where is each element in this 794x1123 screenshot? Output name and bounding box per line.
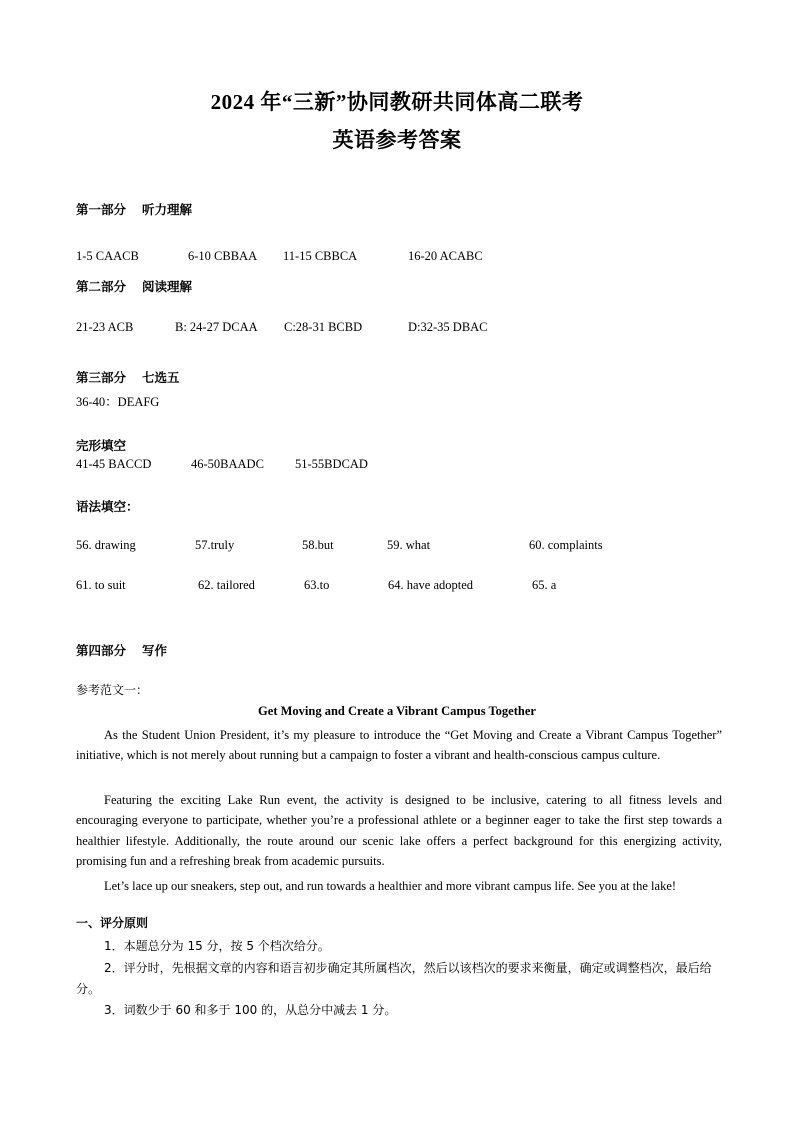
cloze-answer-3: 51-55BDCAD — [295, 457, 368, 471]
part4-heading — [76, 641, 167, 659]
part2-heading-name: 阅读理解 — [142, 279, 193, 294]
part2-heading-number: 第二部分 — [76, 279, 127, 294]
grammar-answer-59: 59. what — [387, 538, 431, 552]
part3-heading — [76, 368, 180, 386]
grading-item-2: 2．评分时，先根据文章的内容和语言初步确定其所属档次，然后以该档次的要求来衡量，确定或调整档次，最后给分。 — [76, 961, 712, 996]
grammar-answer-62: 62. tailored — [198, 578, 255, 592]
part2-answer-2: B: 24-27 DCAA — [175, 320, 258, 334]
grammar-answer-63: 63.to — [304, 578, 330, 592]
part4-heading-name: 写作 — [142, 643, 168, 658]
page-subtitle: 英语参考答案 — [332, 128, 462, 152]
part2-heading — [76, 277, 192, 295]
part3-heading-number: 第三部分 — [76, 370, 127, 385]
part1-heading-number: 第一部分 — [76, 202, 127, 217]
essay-paragraph-1: As the Student Union President, it’s my pleasure to introduce the “Get Moving and Create a Vibrant Campus Together” initiative, which is not merely about running but a campaign to foster a vibrant and health-conscious campus culture. — [76, 728, 722, 763]
part2-answer-3: C:28-31 BCBD — [284, 320, 363, 334]
part1-answer-3: 11-15 CBBCA — [283, 249, 358, 263]
grading-item-3: 3．词数少于 60 和多于 100 的，从总分中减去 1 分。 — [104, 1003, 397, 1017]
essay-paragraph-2: Featuring the exciting Lake Run event, the activity is designed to be inclusive, catering to all fitness levels and encouraging everyone to participate, whether you’re a professional athlete or a beginner eager to take the first step towards a healthier lifestyle. Additionally, the route around our scenic lake offers a perfect background for this energizing activity, promising fun and a refreshing break from academic pursuits. — [76, 793, 722, 868]
grading-item-1: 1．本题总分为 15 分，按 5 个档次给分。 — [104, 939, 330, 953]
part2-answer-1: 21-23 ACB — [76, 320, 134, 334]
sample-essay-label: 参考范文一： — [76, 683, 149, 697]
grammar-answer-60: 60. complaints — [529, 538, 603, 552]
essay-title: Get Moving and Create a Vibrant Campus Together — [258, 704, 536, 718]
grading-heading: 一、评分原则 — [76, 916, 149, 930]
part1-answer-1: 1-5 CAACB — [76, 249, 139, 263]
part1-answer-2: 6-10 CBBAA — [188, 249, 258, 263]
grammar-heading: 语法填空： — [76, 499, 139, 514]
part1-heading — [76, 200, 192, 218]
part2-answer-4: D:32-35 DBAC — [408, 320, 488, 334]
part3-answer: 36-40：DEAFG — [76, 395, 160, 409]
cloze-answer-2: 46-50BAADC — [191, 457, 264, 471]
grammar-answer-58: 58.but — [302, 538, 334, 552]
grammar-answer-56: 56. drawing — [76, 538, 136, 552]
part1-answer-4: 16-20 ACABC — [408, 249, 483, 263]
grammar-answer-61: 61. to suit — [76, 578, 126, 592]
essay-paragraph-3: Let’s lace up our sneakers, step out, and run towards a healthier and more vibrant campus life. See you at the lake! — [104, 879, 677, 893]
part4-heading-number: 第四部分 — [76, 643, 127, 658]
part1-heading-name: 听力理解 — [142, 202, 193, 217]
part3-heading-name: 七选五 — [142, 370, 180, 385]
page-title: 2024 年“三新”协同教研共同体高二联考 — [210, 90, 584, 114]
cloze-heading: 完形填空 — [76, 438, 127, 453]
grammar-answer-57: 57.truly — [195, 538, 235, 552]
grammar-answer-65: 65. a — [532, 578, 557, 592]
cloze-answer-1: 41-45 BACCD — [76, 457, 152, 471]
grammar-answer-64: 64. have adopted — [388, 578, 474, 592]
